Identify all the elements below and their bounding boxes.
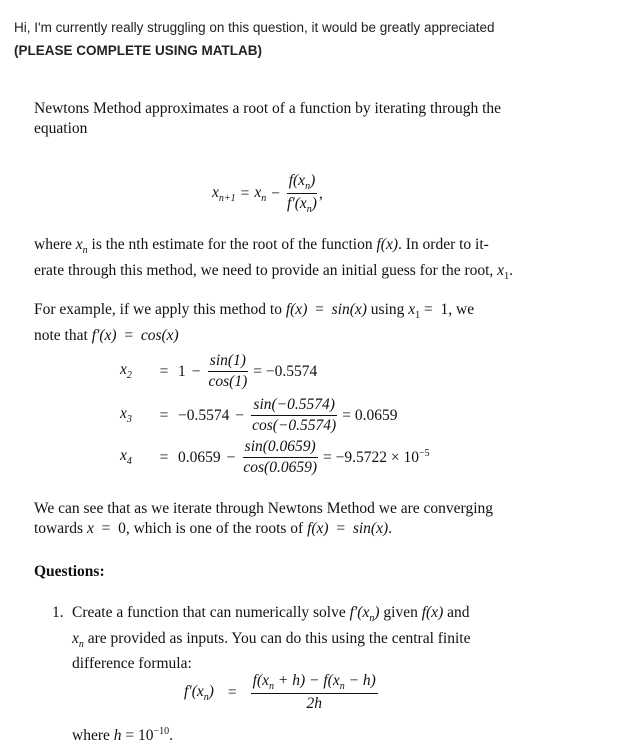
intro-text: Hi, I'm currently really struggling on this question, it would be greatly appreciated <box>14 20 495 35</box>
instruction-text: (PLEASE COMPLETE USING MATLAB) <box>14 43 262 58</box>
eq-fraction: $\frac{f(x_n)}{f'(x_n)}$ <box>287 172 317 216</box>
iteration-row-x4: $x_4$ = 0.0659 − $\frac{\sin(0.0659)}{\cos(0.0659)}$ = $-9.5722 \times 10^{-5}$ <box>120 438 430 476</box>
q1-line1: Create a function that can numerically solve $f'(x_n)$ given f(x) and <box>72 604 470 625</box>
where-h-text: where $h = 10^{-10}$. <box>72 726 174 745</box>
iteration-row-x2: $x_2$ = 1 − $\frac{\sin(1)}{\cos(1)}$ = −0.5574 <box>120 352 318 390</box>
iteration-row-x3: $x_3$ = −0.5574 − $\frac{\sin(-0.5574)}{\cos(-0.5574)}$ = 0.0659 <box>120 396 398 434</box>
paragraph-4 <box>34 499 493 538</box>
question-1-number: 1. <box>52 604 64 621</box>
q1-line2: $x_n$ are provided as inputs. You can do this using the central finite <box>72 629 471 650</box>
newton-equation: $x_{n+1}$ = $x_n$ − $\frac{f(x_n)}{f'(x_n)}$ , <box>212 172 323 216</box>
p2-line2: erate through this method, we need to provide an initial guess for the root, $x_1$. <box>34 261 513 282</box>
p4-line1: We can see that as we iterate through Newtons Method we are converging <box>34 500 493 517</box>
p1-line2: equation <box>34 119 88 137</box>
p3-line1: For example, if we apply this method to f(x) = sin(x) using $x_1 = 1$, we <box>34 301 475 322</box>
eq-lhs: $x_{n+1}$ <box>212 183 236 204</box>
q1-line3: difference formula: <box>72 655 192 673</box>
questions-heading: Questions: <box>34 563 105 580</box>
p2-line1: where $x_n$ is the nth estimate for the root of the function f(x). In order to it- <box>34 236 489 257</box>
p3-line2: note that f′(x) = cos(x) <box>34 326 179 344</box>
finite-difference-formula: $f'(x_n)$ = $\frac{f(x_n + h) - f(x_n - h)}{2h}$ <box>184 672 376 713</box>
p1-line1: Newtons Method approximates a root of a function by iterating through the <box>34 100 502 117</box>
paragraph-2 <box>34 235 513 286</box>
p4-line2: towards x = 0, which is one of the roots of f(x) = sin(x). <box>34 519 393 537</box>
paragraph-1 <box>34 99 501 138</box>
question-1-text <box>72 603 562 674</box>
paragraph-3 <box>34 300 474 345</box>
